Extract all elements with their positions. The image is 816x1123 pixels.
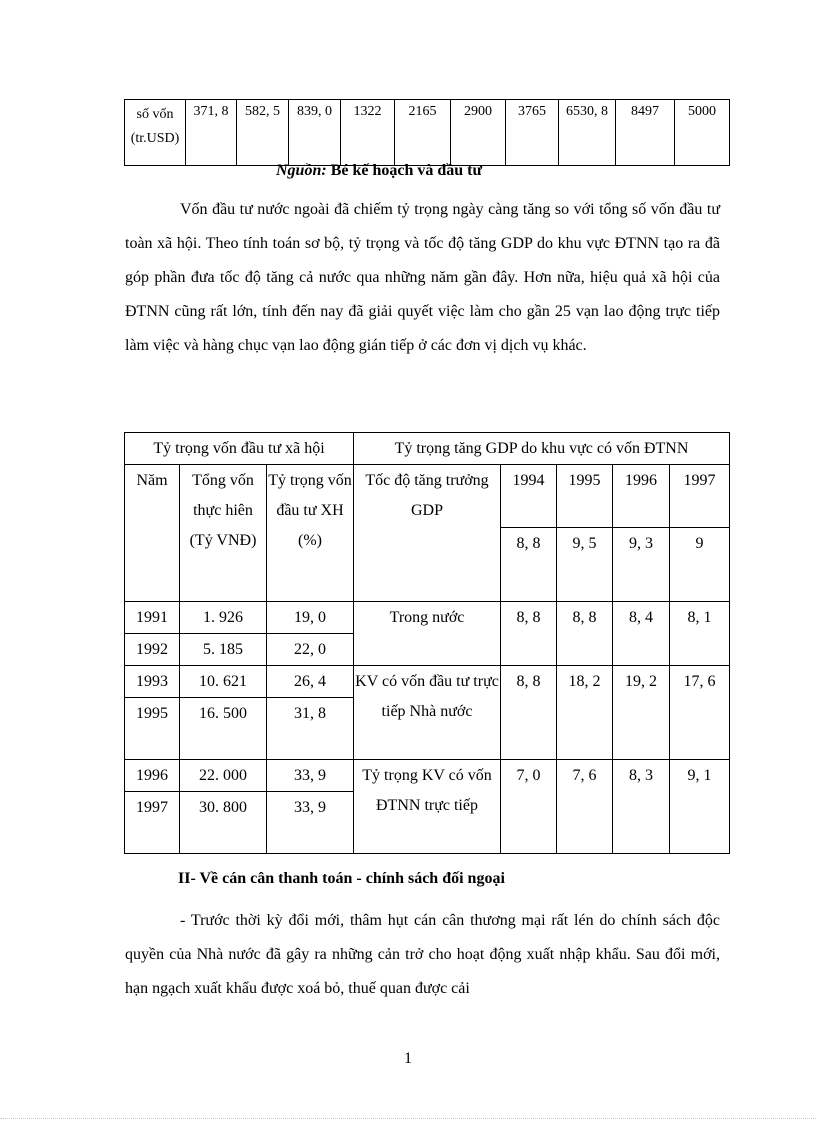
sector-value: 19, 2	[613, 666, 670, 760]
group-header-left: Tỷ trọng vốn đầu tư xã hội	[125, 433, 354, 465]
sector-label: KV có vốn đầu tư trực tiếp Nhà nước	[354, 666, 501, 760]
paragraph-2	[125, 904, 720, 1006]
sector-value: 8, 8	[557, 602, 613, 666]
year-cell: 1995	[125, 698, 180, 760]
growth-value: 9, 5	[557, 528, 613, 602]
sector-label: Tỷ trọng KV có vốn ĐTNN trực tiếp	[354, 760, 501, 854]
source-prefix: Nguồn:	[276, 162, 327, 179]
table-row	[125, 666, 730, 698]
paragraph-1	[125, 193, 720, 363]
total-cell: 10. 621	[180, 666, 267, 698]
year-cell: 1996	[125, 760, 180, 792]
sector-value: 8, 8	[501, 602, 557, 666]
paragraph-1-text: Vốn đầu tư nước ngoài đã chiếm tỷ trọng ngày càng tăng so với tổng số vốn đầu tư toàn xã hội. Theo tính toán sơ bộ, tỷ trọng và tốc độ tăng GDP do khu vực ĐTNN tạo ra đã góp phần đưa tốc độ tăng cả nước qua những năm gần đây. Hơn nữa, hiệu quả xã hội của ĐTNN cũng rất lớn, tính đến nay đã giải quyết việc làm cho gần 25 vạn lao động trực tiếp làm việc và hàng chục vạn lao động gián tiếp ở các đơn vị dịch vụ khác.	[125, 201, 720, 354]
sector-label: Trong nước	[354, 602, 501, 666]
share-cell: 19, 0	[267, 602, 354, 634]
table-header-row	[125, 465, 730, 528]
total-cell: 16. 500	[180, 698, 267, 760]
table-cell: 6530, 8	[559, 100, 616, 166]
table-cell: 8497	[616, 100, 675, 166]
year-cell: 1997	[125, 792, 180, 854]
sector-value: 9, 1	[670, 760, 730, 854]
growth-value: 8, 8	[501, 528, 557, 602]
share-cell: 33, 9	[267, 760, 354, 792]
total-cell: 1. 926	[180, 602, 267, 634]
growth-value: 9	[670, 528, 730, 602]
col-header-total: Tổng vốn thực hiên (Tỷ VNĐ)	[180, 465, 267, 602]
table-header-row	[125, 433, 730, 465]
share-cell: 22, 0	[267, 634, 354, 666]
sector-value: 17, 6	[670, 666, 730, 760]
year-header: 1995	[557, 465, 613, 528]
table-cell: 2900	[451, 100, 506, 166]
year-cell: 1993	[125, 666, 180, 698]
table-cell-label: số vốn (tr.USD)	[125, 100, 186, 166]
table-cell: 371, 8	[186, 100, 237, 166]
total-cell: 5. 185	[180, 634, 267, 666]
year-header: 1994	[501, 465, 557, 528]
table-cell: 5000	[675, 100, 730, 166]
page-number: 1	[404, 1050, 412, 1067]
sector-value: 7, 6	[557, 760, 613, 854]
year-cell: 1991	[125, 602, 180, 634]
gdp-share-table	[124, 432, 730, 854]
year-cell: 1992	[125, 634, 180, 666]
sector-value: 18, 2	[557, 666, 613, 760]
year-header: 1997	[670, 465, 730, 528]
sector-value: 8, 3	[613, 760, 670, 854]
paragraph-2-text: - Trước thời kỳ đổi mới, thâm hụt cán cân thương mại rất lén do chính sách độc quyền của Nhà nước đã gây ra những cản trở cho hoạt động xuất nhập khẩu. Sau đổi mới, hạn ngạch xuất khẩu được xoá bỏ, thuế quan được cải	[125, 912, 720, 997]
section-heading: II- Về cán cân thanh toán - chính sách đối ngoại	[178, 870, 505, 887]
source-note	[276, 162, 482, 180]
year-header: 1996	[613, 465, 670, 528]
sector-value: 8, 1	[670, 602, 730, 666]
source-text: Bé kế hoạch và đầu tư	[326, 162, 483, 179]
table-cell: 3765	[506, 100, 559, 166]
growth-value: 9, 3	[613, 528, 670, 602]
col-header-year: Năm	[125, 465, 180, 602]
share-cell: 33, 9	[267, 792, 354, 854]
table-row	[125, 602, 730, 634]
table-cell: 2165	[395, 100, 451, 166]
total-cell: 22. 000	[180, 760, 267, 792]
table-row	[125, 760, 730, 792]
total-cell: 30. 800	[180, 792, 267, 854]
page-edge-divider	[0, 1118, 816, 1119]
col-header-growth: Tốc độ tăng trưởng GDP	[354, 465, 501, 602]
table-row	[125, 100, 730, 166]
col-header-share: Tỷ trọng vốn đầu tư XH (%)	[267, 465, 354, 602]
table-cell: 1322	[341, 100, 395, 166]
group-header-right: Tỷ trọng tăng GDP do khu vực có vốn ĐTNN	[354, 433, 730, 465]
share-cell: 31, 8	[267, 698, 354, 760]
table-cell: 839, 0	[289, 100, 341, 166]
sector-value: 8, 4	[613, 602, 670, 666]
capital-table	[124, 99, 730, 166]
sector-value: 8, 8	[501, 666, 557, 760]
table-cell: 582, 5	[237, 100, 289, 166]
share-cell: 26, 4	[267, 666, 354, 698]
sector-value: 7, 0	[501, 760, 557, 854]
